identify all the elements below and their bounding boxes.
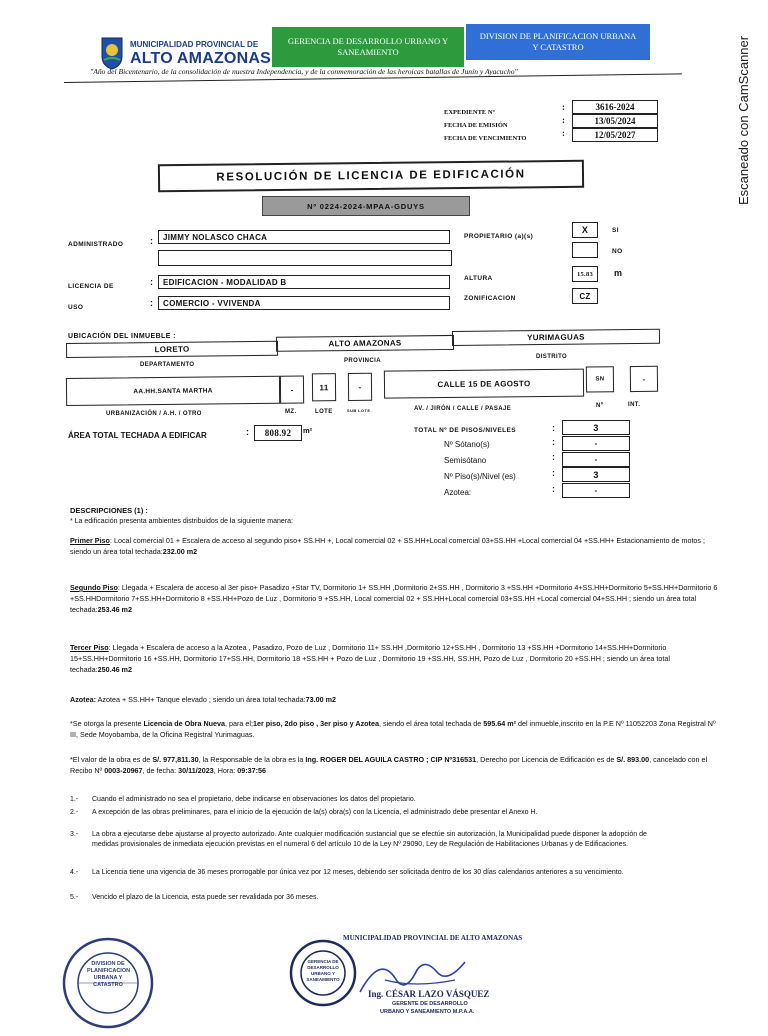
recibo-time: 09:37:56 xyxy=(237,766,267,775)
urbanizacion-label: URBANIZACIÓN / A.H. / OTRO xyxy=(106,411,202,417)
area-unit: m² xyxy=(303,426,313,435)
primer-piso-label: Primer Piso xyxy=(70,536,110,545)
nota-number: 1.- xyxy=(70,796,79,803)
zonificacion-label: ZONIFICACION xyxy=(464,295,516,302)
altura-unit: m xyxy=(614,268,623,278)
azotea-desc-text: Azotea + SS.HH+ Tanque elevado ; siendo un área total techada: xyxy=(95,695,306,704)
descripciones-intro: * La edificación presenta ambientes distribuidos de la siguiente manera: xyxy=(70,518,293,525)
vencimiento-label: FECHA DE VENCIMIENTO xyxy=(444,135,527,142)
valor-amount: S/. 977,811.30 xyxy=(152,755,199,764)
primer-piso-area: 232.00 m2 xyxy=(162,547,198,556)
administrado-value: JIMMY NOLASCO CHACA xyxy=(158,230,450,244)
derecho-amount: S/. 893.00 xyxy=(616,755,650,764)
expediente-label: EXPEDIENTE Nº xyxy=(444,109,495,116)
licencia-label: LICENCIA DE xyxy=(68,283,114,290)
licencia-text: *Se otorga la presente xyxy=(70,719,144,728)
descripciones-title: DESCRIPCIONES (1) : xyxy=(70,506,148,515)
gerencia-seal-center: GERENCIA DE DESARROLLO URBANO Y SANEAMIENTO xyxy=(306,959,340,982)
nota-text: La Licencia tiene una vigencia de 36 meses prorrogable por única vez por 12 meses, debiendo ser solicitada dentro de los 30 días calendarios anteriores a su vencimiento. xyxy=(92,869,624,876)
pisos-niveles-label: Nº Piso(s)/Nivel (es) xyxy=(444,472,516,481)
nota-text: Vencido el plazo de la Licencia, esta puede ser revalidada por 36 meses. xyxy=(92,894,319,901)
sotano-value: - xyxy=(562,436,630,451)
area-value: 808.92 xyxy=(254,425,302,441)
numero-value: SN xyxy=(586,366,614,392)
nota-item xyxy=(70,868,670,878)
licencia-value: EDIFICACION - MODALIDAD B xyxy=(158,275,450,289)
segundo-piso-label: Segundo Piso xyxy=(70,583,118,592)
signature-role-line1: GERENTE DE DESARROLLO xyxy=(392,1001,468,1007)
colon: : xyxy=(562,102,565,112)
colon: : xyxy=(552,452,555,462)
segundo-piso-area: 253.46 m2 xyxy=(97,605,132,614)
interior-label: INT. xyxy=(628,402,641,408)
zonificacion-value: CZ xyxy=(572,288,598,304)
pisos-niveles-value: 3 xyxy=(562,467,630,482)
mz-label: MZ. xyxy=(285,409,297,415)
resolution-number-text: Nº 0224-2024-MPAA-GDUYS xyxy=(307,201,425,211)
interior-value: - xyxy=(630,366,658,392)
resolution-title xyxy=(158,160,584,192)
departamento-value: LORETO xyxy=(66,341,278,358)
nota-number: 3.- xyxy=(70,831,79,838)
lote-label: LOTE xyxy=(315,409,333,415)
uso-label: USO xyxy=(68,304,84,311)
valor-text: , Hora: xyxy=(213,766,238,775)
vencimiento-value: 12/05/2027 xyxy=(572,128,658,142)
calle-label: AV. / JIRÓN / CALLE / PASAJE xyxy=(414,406,512,412)
numero-label: Nº xyxy=(596,403,604,409)
nota-item xyxy=(70,808,670,818)
segundo-piso-text: : Llegada + Escalera de acceso al 3er piso+ Pasadizo +Star TV, Dormitorio 1+ SS.HH ,Dormitorio 2+SS.HH , Dormitorio 3 +SS.HH +Dormitorio 4+SS.HH+Dormitorio 5+SS.HH+Dormitorio 6 +SS.HHDormitorio 7+SS.HH+Dormitorio 8 +SS.HH+Pozo de Luz , Dormitorio 9 +SS.HH, Local comercial 02 + SS.HH+Local comercial 03+SS.HH +Local comercial 04+SS.HH ; siendo un área total techada: xyxy=(70,583,718,614)
urbanizacion-value: AA.HH.SANTA MARTHA xyxy=(66,376,280,406)
nota-item xyxy=(70,795,670,805)
administrado-label: ADMINISTRADO xyxy=(68,241,124,248)
segundo-piso-paragraph xyxy=(70,582,720,615)
motto: "Año del Bicentenario, de la consolidación de nuestra Independencia, y de la conmemoración de las heroicas batallas de Junín y Ayacucho" xyxy=(90,67,518,76)
licencia-paragraph xyxy=(70,718,720,740)
gerencia-banner xyxy=(272,27,464,67)
administrado-extra-field xyxy=(158,250,452,266)
licencia-area: 595.64 m² xyxy=(483,719,517,728)
nota-item xyxy=(70,830,670,850)
licencia-floors: 1er piso, 2do piso , 3er piso y Azotea xyxy=(253,719,379,728)
valor-text: , Derecho por Licencia de Edificación es de xyxy=(476,755,617,764)
expediente-block xyxy=(444,100,664,144)
total-pisos-label: TOTAL Nº DE PISOS/NIVELES xyxy=(414,427,516,434)
provincia-value: ALTO AMAZONAS xyxy=(276,335,454,352)
tercer-piso-label: Tercer Piso xyxy=(70,643,109,652)
colon: : xyxy=(562,115,565,125)
ubicacion-title: UBICACIÓN DEL INMUEBLE : xyxy=(68,333,176,340)
sotano-label: Nº Sótano(s) xyxy=(444,440,490,449)
division-seal xyxy=(60,935,156,1031)
si-label: SI xyxy=(612,227,619,234)
emision-value: 13/05/2024 xyxy=(572,114,658,128)
uso-value: COMERCIO - VVIVENDA xyxy=(158,296,450,310)
total-pisos-value: 3 xyxy=(562,420,630,435)
sublote-value: - xyxy=(348,373,372,401)
responsable-name: Ing. ROGER DEL AGUILA CASTRO ; CIP Nº316531 xyxy=(305,755,477,764)
licencia-text: del inmueble,inscrito en la P.E Nº 11052203 Zona Registral Nº III, Sede Moyobamba, de la Oficina Registral Yurimaguas. xyxy=(70,719,716,739)
emision-label: FECHA DE EMISIÓN xyxy=(444,122,508,129)
provincia-label: PROVINCIA xyxy=(344,358,381,364)
direccion-row xyxy=(66,366,660,404)
licencia-text: , para el; xyxy=(225,719,253,728)
propietario-si-checkbox: X xyxy=(572,222,598,238)
nota-number: 4.- xyxy=(70,869,79,876)
scanner-watermark: Escaneado con CamScanner xyxy=(736,35,751,205)
gerencia-banner-text: GERENCIA DE DESARROLLO URBANO Y SANEAMIENTO xyxy=(287,36,449,57)
colon: : xyxy=(552,484,555,494)
colon: : xyxy=(552,423,555,433)
municipality-name-line1: MUNICIPALIDAD PROVINCIAL DE xyxy=(130,40,259,49)
azotea-label: Azotea: xyxy=(444,488,472,497)
valor-text: , la Responsable de la obra es la xyxy=(198,755,306,764)
licencia-text: , siendo el área total techada de xyxy=(378,719,484,728)
colon: : xyxy=(552,468,555,478)
resolution-number xyxy=(262,196,470,216)
nota-text: Cuando el administrado no sea el propietario, debe indicarse en observaciones los datos del propietario. xyxy=(92,796,416,803)
valor-paragraph xyxy=(70,754,720,776)
semisotano-value: - xyxy=(562,452,630,467)
nota-text: La obra a ejecutarse debe ajustarse al proyecto autorizado. Ante cualquier modificación sustancial que se efectúe sin autorización, la Municipalidad puede disponer la adopción de medidas provisionales de inmediata ejecución previstas en el numeral 6 del artículo 10 de la Ley Nº 29090, Ley de Regulación de Habilitaciones Urbanas y de Edificaciones. xyxy=(92,831,647,848)
expediente-value: 3616-2024 xyxy=(572,100,658,114)
division-banner xyxy=(466,24,650,60)
valor-text: , cancelado con el Recibo Nº xyxy=(70,755,708,775)
gerencia-seal xyxy=(288,938,358,1008)
signature-name: Ing. CÉSAR LAZO VÁSQUEZ xyxy=(368,989,490,999)
propietario-label: PROPIETARIO (a)(s) xyxy=(464,233,534,240)
division-banner-text: DIVISION DE PLANIFICACION URBANA Y CATASTRO xyxy=(479,31,637,52)
azotea-paragraph xyxy=(70,694,720,705)
mz-value: - xyxy=(280,376,304,404)
valor-text: , de fecha: xyxy=(142,766,179,775)
calle-value: CALLE 15 DE AGOSTO xyxy=(384,369,584,399)
nota-number: 2.- xyxy=(70,809,79,816)
colon: : xyxy=(150,236,153,246)
semisotano-label: Semisótano xyxy=(444,456,487,465)
tercer-piso-paragraph xyxy=(70,642,720,675)
tercer-piso-area: 250.46 m2 xyxy=(97,665,132,674)
valor-text: *El valor de la obra es de xyxy=(70,755,153,764)
nota-number: 5.- xyxy=(70,894,79,901)
distrito-value: YURIMAGUAS xyxy=(452,329,660,346)
recibo-number: 0003-20967 xyxy=(104,766,143,775)
azotea-desc-area: 73.00 m2 xyxy=(305,695,336,704)
colon: : xyxy=(150,298,153,308)
departamento-label: DEPARTAMENTO xyxy=(140,362,195,368)
nota-text: A excepción de las obras preliminares, para el inicio de la ejecución de la(s) obra(s) con la Licencia, el administrado debe presentar el Anexo H. xyxy=(92,809,538,816)
azotea-desc-label: Azotea: xyxy=(70,695,96,704)
primer-piso-paragraph xyxy=(70,535,720,557)
municipality-name-line2: ALTO AMAZONAS xyxy=(130,50,271,67)
primer-piso-text: : Local comercial 01 + Escalera de acceso al segundo piso+ SS.HH +, Local comercial 02 + SS.HH+Local comercial 03+SS.HH +Local comercial 04 +SS.HH+ Estacionamiento de motos ; siendo un área total techada: xyxy=(70,536,706,556)
recibo-date: 30/11/2023 xyxy=(178,766,214,775)
colon: : xyxy=(150,277,153,287)
colon: : xyxy=(552,437,555,447)
propietario-no-checkbox xyxy=(572,242,598,258)
colon: : xyxy=(562,128,565,138)
area-label: ÁREA TOTAL TECHADA A EDIFICAR xyxy=(68,431,207,440)
tercer-piso-text: : Llegada + Escalera de acceso a la Azotea , Pasadizo, Pozo de Luz , Dormitorio 11+ SS.HH ,Dormitorio 12+SS.HH , Dormitorio 13 +SS.HH +Dormitorio 14+SS.HH+Dormitorio 15+SS.HH+Dormitorio 16 +SS.HH, Dormitorio 17+SS.HH, Dormitorio 18 +SS.HH + Pozo de Luz , Dormitorio 19 +SS.HH, SS.HH, Pozo de Luz , Dormitorio 20 +SS.HH ; siendo un área total techada: xyxy=(70,643,671,674)
azotea-value: - xyxy=(562,483,630,498)
resolution-title-text: RESOLUCIÓN DE LICENCIA DE EDIFICACIÓN xyxy=(216,168,526,184)
lote-value: 11 xyxy=(312,373,336,401)
licencia-type: Licencia de Obra Nueva xyxy=(143,719,226,728)
sublote-label: SUB LOTE xyxy=(347,408,371,413)
colon: : xyxy=(246,427,249,437)
altura-label: ALTURA xyxy=(464,275,493,282)
signature-header: MUNICIPALIDAD PROVINCIAL DE ALTO AMAZONAS xyxy=(343,934,523,942)
altura-value: 15.83 xyxy=(572,266,598,282)
division-seal-center: DIVISION DE PLANIFICACION URBANA Y CATASTRO xyxy=(87,961,131,988)
distrito-label: DISTRITO xyxy=(536,354,568,360)
no-label: NO xyxy=(612,248,623,255)
ubicacion-row xyxy=(66,325,660,357)
signature-role-line2: URBANO Y SANEAMIENTO M.P.A.A. xyxy=(380,1009,475,1015)
nota-item xyxy=(70,893,670,903)
